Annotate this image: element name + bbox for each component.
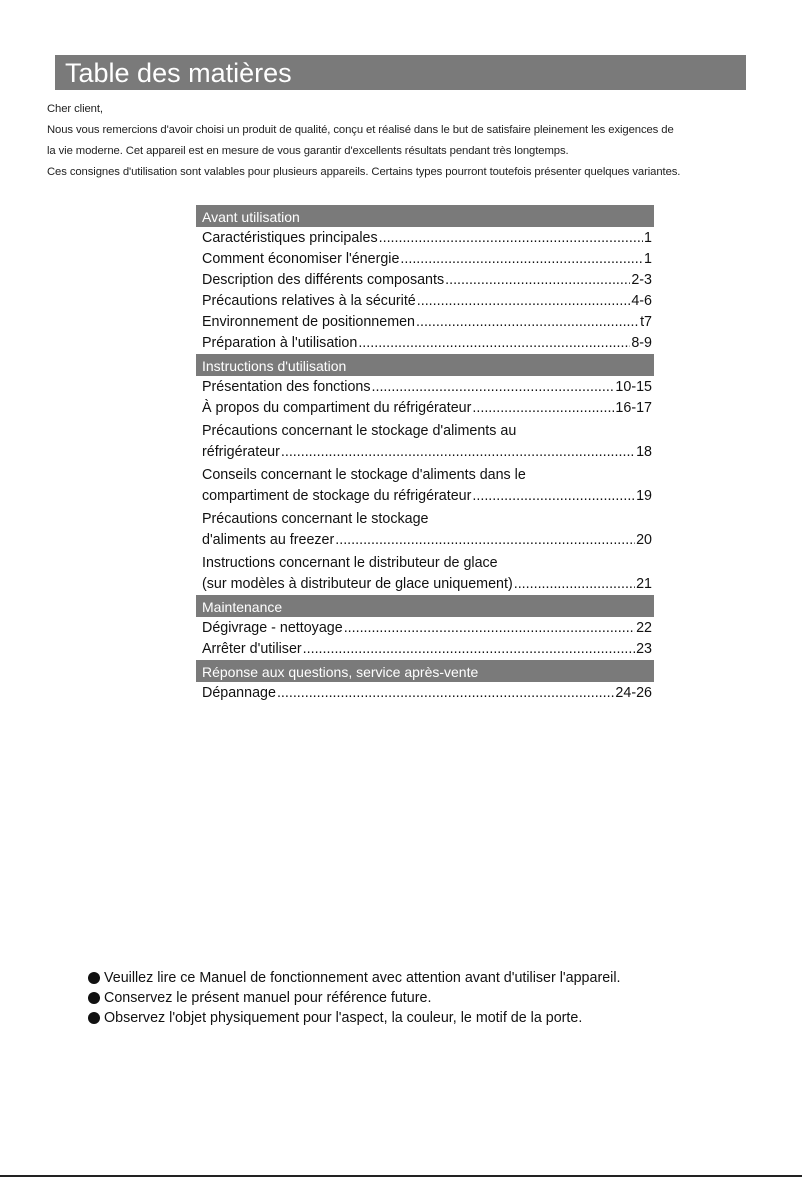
toc-entry: [196, 333, 652, 354]
toc-entry-page: 23: [636, 641, 652, 657]
toc-entry-text: Précautions relatives à la sécurité: [202, 293, 416, 309]
toc-entry-line: Instructions concernant le distributeur de glace: [202, 555, 498, 571]
toc-entry-text: Caractéristiques principales: [202, 230, 378, 246]
dot-leader: [372, 377, 615, 398]
toc-entry-page: 19: [636, 488, 652, 504]
section-header: Instructions d'utilisation: [196, 354, 654, 376]
toc-entry-page: 18: [636, 444, 652, 460]
toc-entry-page: 24-26: [615, 685, 652, 701]
toc-entry-page: 4-6: [631, 293, 652, 309]
toc-entry: [196, 249, 652, 270]
toc-entry-text: Environnement de positionnemen: [202, 314, 416, 330]
note-item: [88, 968, 620, 988]
intro-text: [47, 99, 787, 183]
note-text: Observez l'objet physiquement pour l'aspect, la couleur, le motif de la porte.: [104, 1010, 583, 1026]
note-item: [88, 1008, 620, 1028]
toc-entry-page: 22: [636, 620, 652, 636]
dot-leader: [472, 486, 635, 507]
dot-leader: [416, 312, 639, 333]
dot-leader: [344, 618, 635, 639]
page-title: Table des matières: [55, 55, 746, 90]
dot-leader: [379, 228, 643, 249]
toc-entry-line: Précautions concernant le stockage: [202, 511, 429, 527]
toc-entry: [196, 270, 652, 291]
toc-entry-text: (sur modèles à distributeur de glace uniquement): [202, 576, 513, 592]
toc-entry-text: Arrêter d'utiliser: [202, 641, 302, 657]
toc-entry-page: 10-15: [615, 379, 652, 395]
section-header: Maintenance: [196, 595, 654, 617]
note-text: Veuillez lire ce Manuel de fonctionnement avec attention avant d'utiliser l'appareil.: [104, 970, 621, 986]
notes: [88, 968, 620, 1028]
toc-entry: [196, 530, 652, 551]
toc-entry: [196, 442, 652, 463]
dot-leader: [335, 530, 635, 551]
dot-leader: [445, 270, 630, 291]
toc-entry: [196, 291, 652, 312]
toc-entry-page: 8-9: [631, 335, 652, 351]
toc-entry-page: t7: [640, 314, 652, 330]
toc-entry-text: réfrigérateur: [202, 444, 280, 460]
toc-entry-page: 2-3: [631, 272, 652, 288]
toc-entry-text: Dépannage: [202, 685, 276, 701]
toc-entry-page: 1: [644, 251, 652, 267]
toc-entry-page: 16-17: [615, 400, 652, 416]
toc-entry-page: 1: [644, 230, 652, 246]
bullet-icon: [88, 972, 100, 984]
toc-entry: [196, 574, 652, 595]
toc-entry: [196, 398, 652, 419]
dot-leader: [281, 442, 635, 463]
intro-line: la vie moderne. Cet appareil est en mesure de vous garantir d'excellents résultats pendant très longtemps.: [47, 145, 569, 157]
dot-leader: [358, 333, 630, 354]
note-item: [88, 988, 620, 1008]
dot-leader: [472, 398, 614, 419]
dot-leader: [400, 249, 643, 270]
toc-entry: [196, 639, 652, 660]
dot-leader: [303, 639, 635, 660]
toc-entry-text: Comment économiser l'énergie: [202, 251, 400, 267]
note-text: Conservez le présent manuel pour référence future.: [104, 990, 432, 1006]
toc-entry: [196, 486, 652, 507]
toc-entry-text: Présentation des fonctions: [202, 379, 371, 395]
intro-line: Cher client,: [47, 103, 103, 115]
section-header: Avant utilisation: [196, 205, 654, 227]
dot-leader: [514, 574, 635, 595]
toc-entry-text: Dégivrage - nettoyage: [202, 620, 343, 636]
toc-entry-text: Préparation à l'utilisation: [202, 335, 358, 351]
section-header: Réponse aux questions, service après-vente: [196, 660, 654, 682]
bullet-icon: [88, 1012, 100, 1024]
table-of-contents: [196, 205, 652, 704]
toc-entry-page: 20: [636, 532, 652, 548]
toc-entry: [196, 228, 652, 249]
toc-entry-text: d'aliments au freezer: [202, 532, 335, 548]
dot-leader: [277, 683, 614, 704]
toc-entry-line: Précautions concernant le stockage d'aliments au: [202, 423, 517, 439]
toc-entry: [196, 618, 652, 639]
toc-entry-page: 21: [636, 576, 652, 592]
page-bottom-rule: [0, 1175, 802, 1177]
intro-line: Ces consignes d'utilisation sont valables pour plusieurs appareils. Certains types pourront toutefois présenter quelques variantes.: [47, 166, 681, 178]
toc-entry: [196, 312, 652, 333]
intro-line: Nous vous remercions d'avoir choisi un produit de qualité, conçu et réalisé dans le but de satisfaire pleinement les exigences de: [47, 124, 674, 136]
toc-entry-text: À propos du compartiment du réfrigérateur: [202, 400, 472, 416]
toc-entry-line: Conseils concernant le stockage d'aliments dans le: [202, 467, 526, 483]
toc-entry-text: compartiment de stockage du réfrigérateur: [202, 488, 472, 504]
bullet-icon: [88, 992, 100, 1004]
toc-entry: [196, 377, 652, 398]
toc-entry-text: Description des différents composants: [202, 272, 445, 288]
dot-leader: [417, 291, 631, 312]
toc-entry: [196, 683, 652, 704]
